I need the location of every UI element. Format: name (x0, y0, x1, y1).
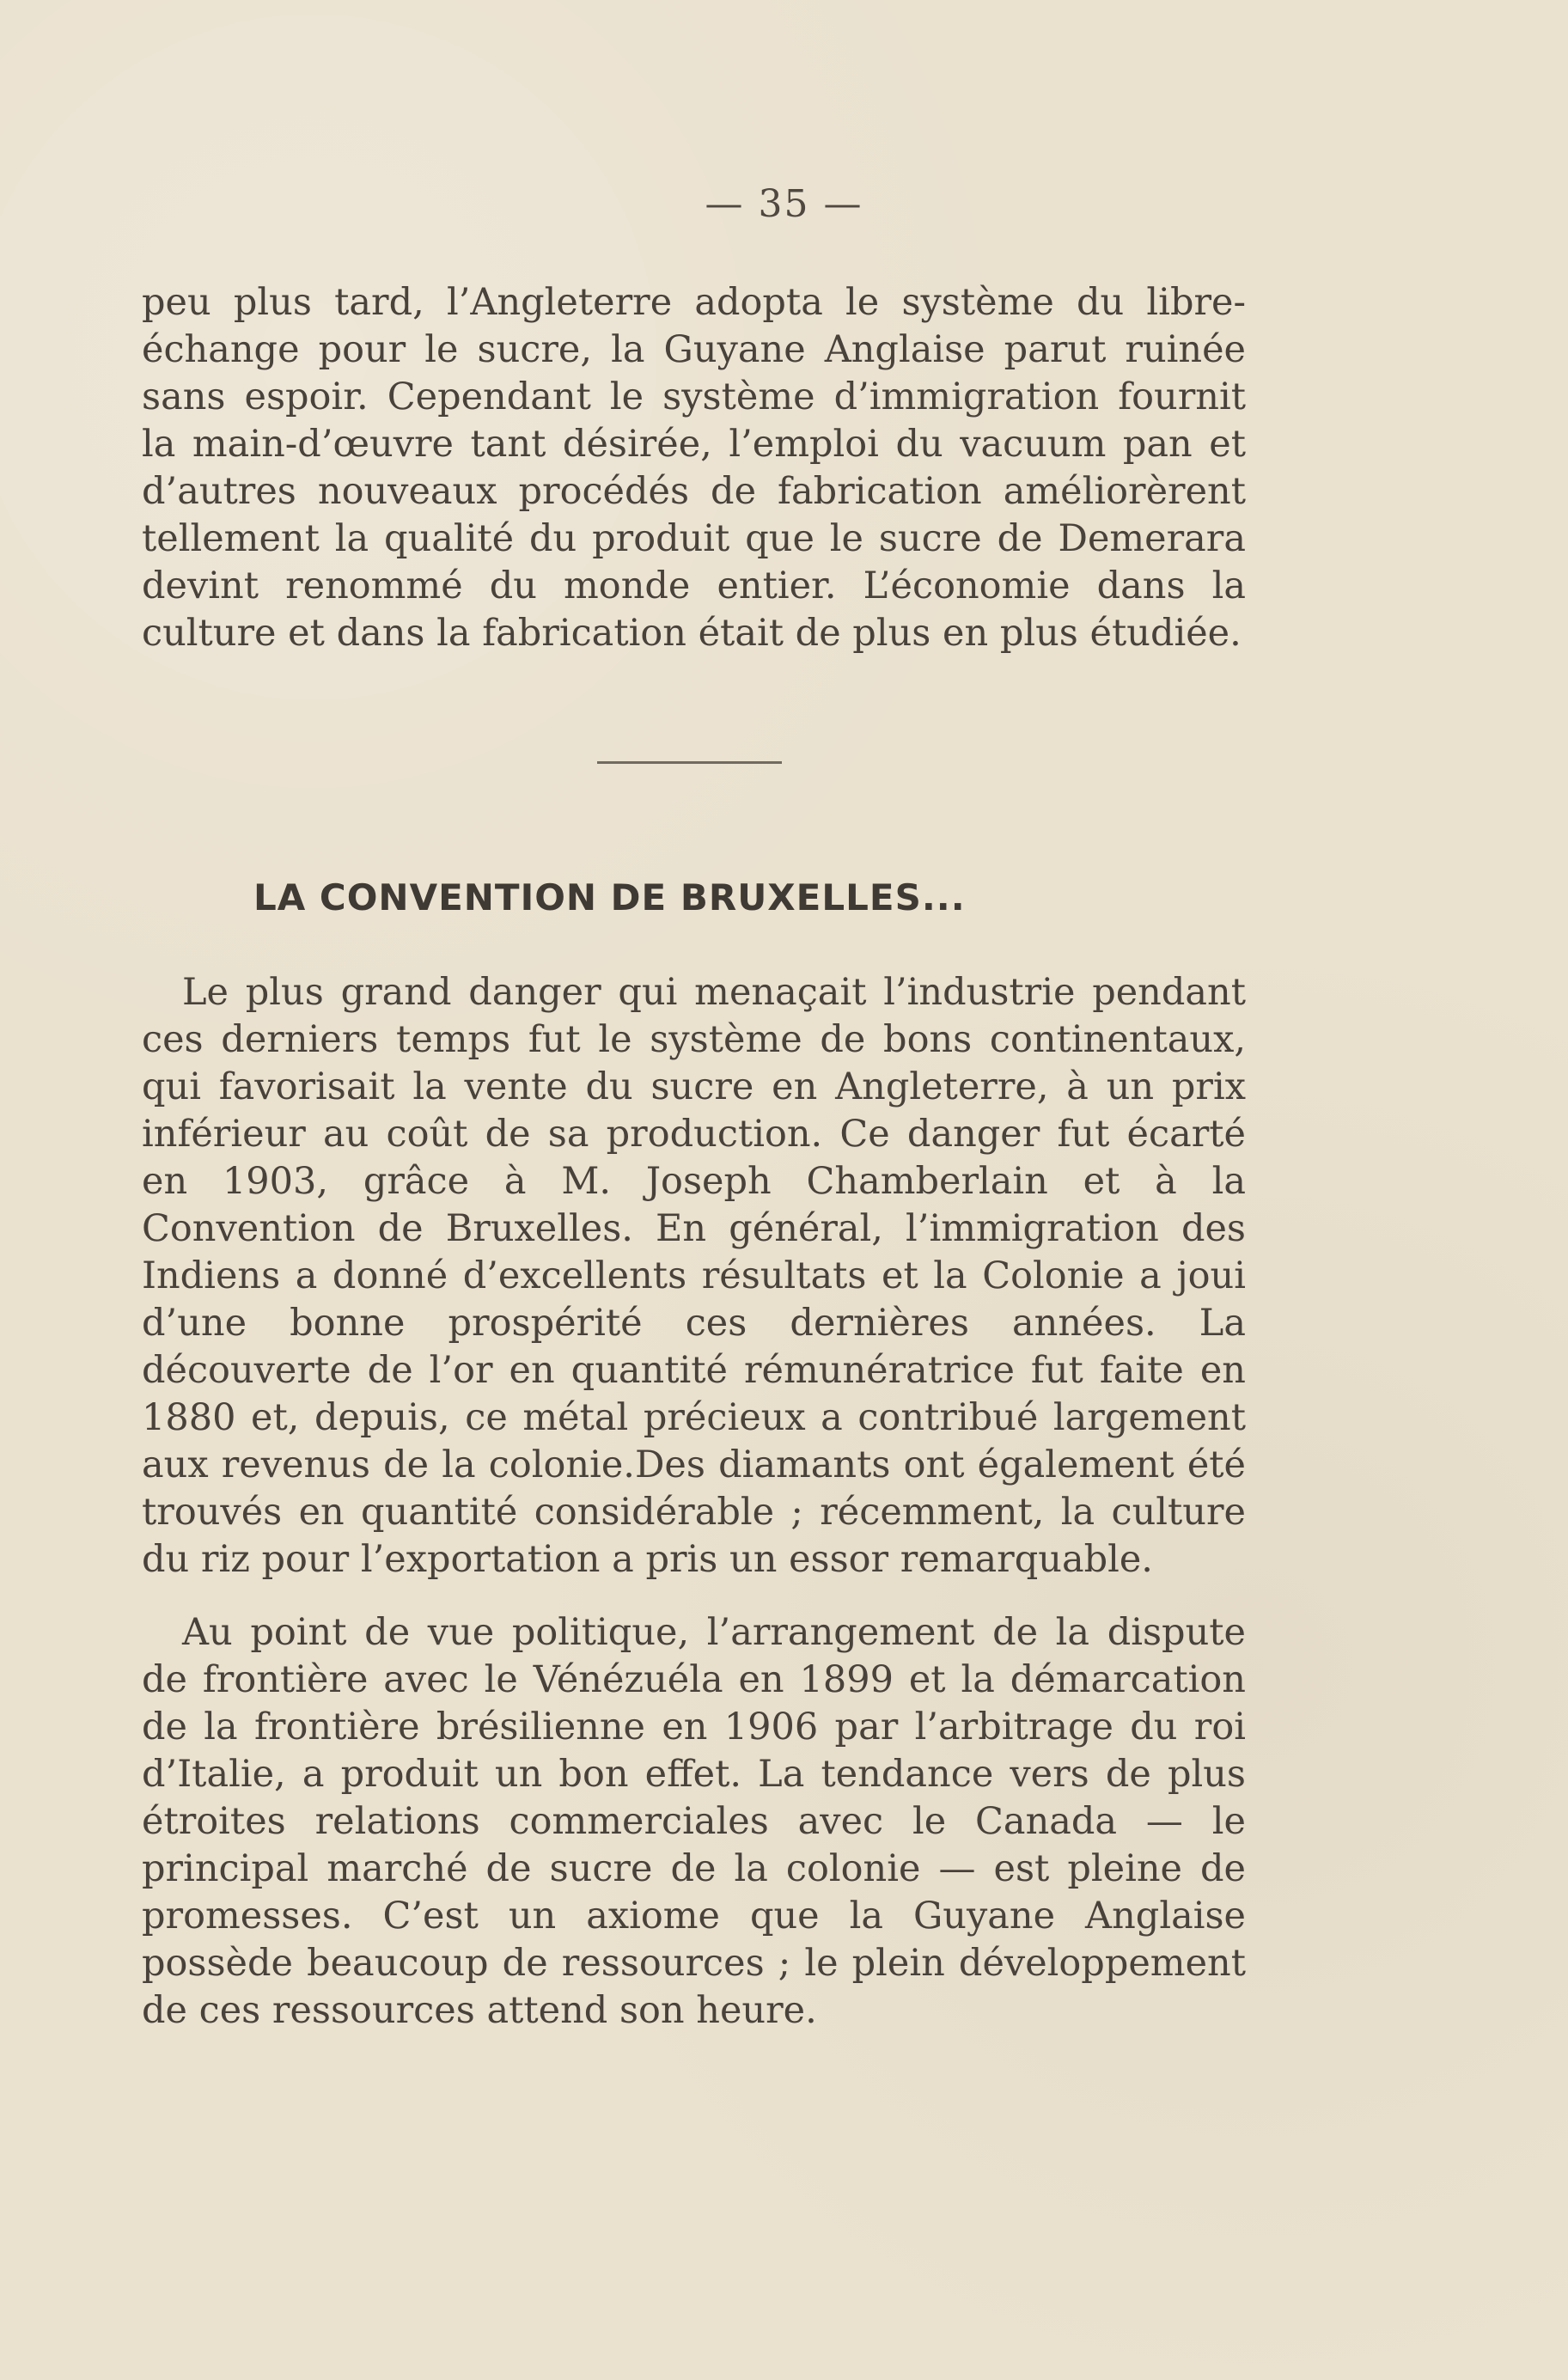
page-number: — 35 — (705, 182, 863, 226)
section-separator (597, 761, 782, 764)
paragraph-text: peu plus tard, l’Angleterre adopta le système du libre-échange pour le sucre, la Guyane Anglaise parut ruinée sans espoir. Cependant le système d’immigration fournit la main-d’œuvre tant désirée, l’emploi du vacuum pan et d’autres nouveaux procédés de fabrication améliorèrent tellement la qualité du produit que le sucre de Demerara devint renommé du monde entier. L’économie dans la culture et dans la fabrication était de plus en plus étudiée. (142, 281, 1246, 655)
section-heading: LA CONVENTION DE BRUXELLES... (253, 876, 966, 918)
paragraph-convention (142, 969, 1246, 1584)
paragraph-intro (142, 279, 1246, 657)
paragraph-politique (142, 1609, 1246, 2035)
paragraph-text: Le plus grand danger qui menaçait l’industrie pendant ces derniers temps fut le système de bons continentaux, qui favorisait la vente du sucre en Angleterre, à un prix inférieur au coût de sa production. Ce danger fut écarté en 1903, grâce à M. Joseph Chamberlain et à la Convention de Bruxelles. En général, l’immigration des Indiens a donné d’excellents résultats et la Colonie a joui d’une bonne prospérité ces dernières années. La découverte de l’or en quantité rémunératrice fut faite en 1880 et, depuis, ce métal précieux a contribué largement aux revenus de la colonie.Des diamants ont également été trouvés en quantité considérable ; récemment, la culture du riz pour l’exportation a pris un essor remarquable. (142, 971, 1246, 1581)
paragraph-text: Au point de vue politique, l’arrangement de la dispute de frontière avec le Vénézuéla en 1899 et la démarcation de la frontière brésilienne en 1906 par l’arbitrage du roi d’Italie, a produit un bon effet. La tendance vers de plus étroites relations commerciales avec le Canada — le principal marché de sucre de la colonie — est pleine de promesses. C’est un axiome que la Guyane Anglaise possède beaucoup de ressources ; le plein développement de ces ressources attend son heure. (142, 1611, 1246, 2032)
